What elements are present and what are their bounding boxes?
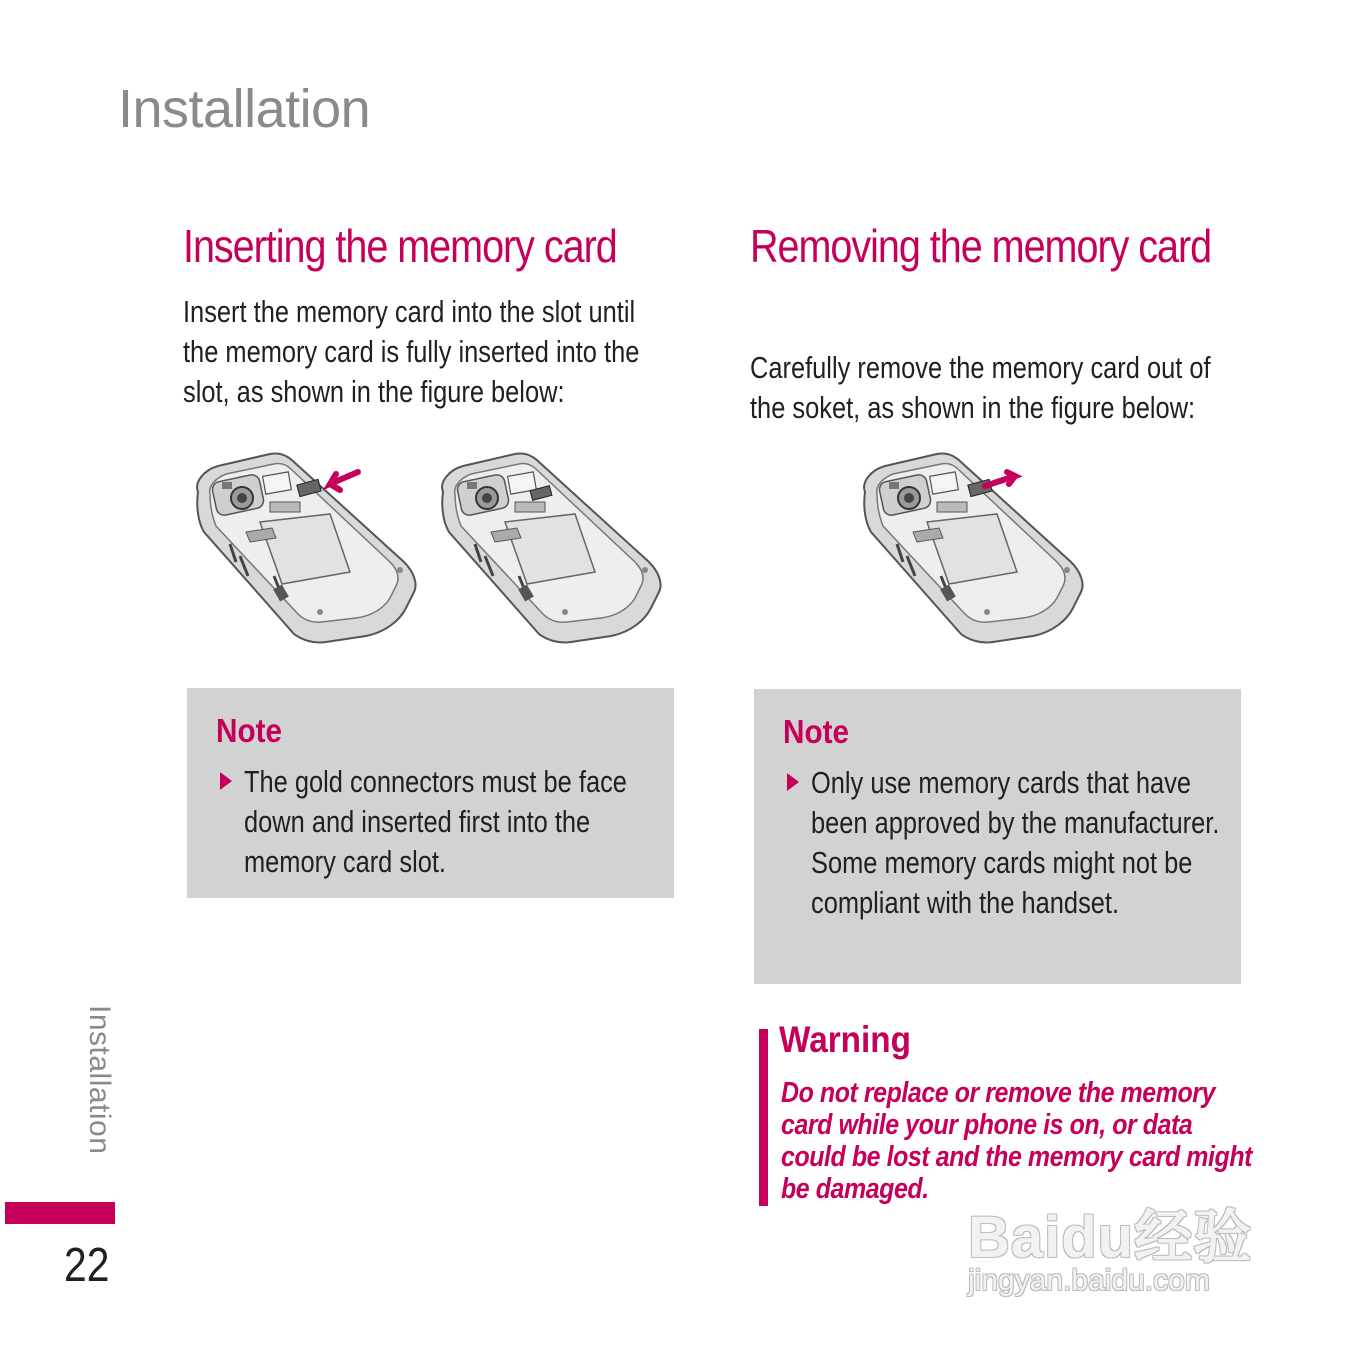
side-section-label-text: Installation [83,1005,116,1155]
insert-arrow-icon [330,472,358,490]
side-section-label [82,1005,120,1165]
watermark-logo-text: Baidu经验 [968,1205,1253,1270]
inserting-instructions: Insert the memory card into the slot until the memory card is fully inserted into the slot, as shown in the figure below: [183,294,640,409]
note-box-removing [754,689,1241,984]
page-number: 22 [64,1239,110,1292]
warning-text: Do not replace or remove the memory card while your phone is on, or data could be lost and the memory card might be damaged. [781,1077,1253,1205]
warning-title: Warning [779,1019,911,1060]
note-title: Note [783,713,850,750]
remove-arrow-icon [985,472,1015,486]
inserting-heading: Inserting the memory card [183,220,617,272]
removing-heading: Removing the memory card [750,220,1212,272]
insert-card-illustration-arrow [190,452,425,647]
insert-card-illustration-inserted [435,452,670,647]
watermark-url: jingyan.baidu.com [968,1264,1210,1297]
remove-card-illustration [857,452,1092,647]
warning-accent-bar [759,1029,768,1206]
watermark [960,1190,1290,1310]
note-box-inserting [187,688,674,898]
page-marker-bar [5,1202,115,1224]
page-title: Installation [118,79,371,139]
note-title: Note [216,712,283,749]
removing-instructions: Carefully remove the memory card out of the soket, as shown in the figure below: [750,350,1211,425]
note-text: Only use memory cards that have been approved by the manufacturer. Some memory cards might not be compliant with the handset. [811,765,1220,920]
note-text: The gold connectors must be face down and inserted first into the memory card slot. [244,764,627,879]
triangle-bullet-icon [220,772,232,790]
triangle-bullet-icon [787,773,799,791]
